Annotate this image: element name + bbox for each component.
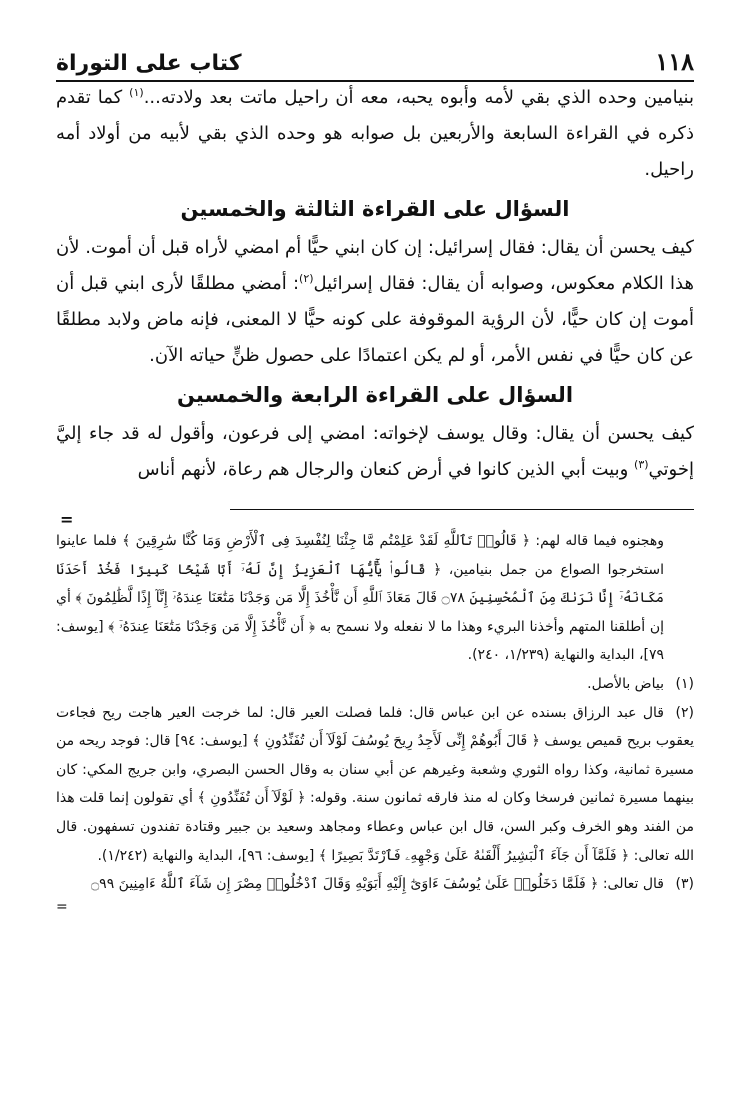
- footnotes: [56, 527, 694, 915]
- footnote-separator: [230, 509, 694, 510]
- quran-verse: ﴿ قَالُوا۟ يَٰٓأَيُّهَا ٱلْعَزِيزُ إِنَّ لَهُۥٓ أَبًا شَيْخًا كَبِيرًا فَخُذْ أَحَدَنَا مَكَانَهُۥٓ إِنَّا نَرَىٰكَ مِنَ ٱلْمُحْسِنِينَ ۝٧٨ قَالَ مَعَاذَ ٱللَّهِ أَن نَّأْخُذَ إِلَّا مَن وَجَدْنَا مَتَٰعَنَا عِندَهُۥٓ إِنَّآ إِذًا لَّظَٰلِمُونَ ﴾: [56, 561, 664, 607]
- quran-verse: ﴿ قَالَ أَبُوهُمْ إِنِّى لَأَجِدُ رِيحَ يُوسُفَ لَوْلَآ أَن تُفَنِّدُونِ ﴾: [252, 733, 540, 750]
- section-heading-54: السؤال على القراءة الرابعة والخمسين: [176, 383, 574, 407]
- continuation-mark: =: [60, 510, 74, 529]
- footnote-end-mark: =: [56, 898, 68, 915]
- page-number: ١١٨: [655, 47, 694, 76]
- quran-verse: ﴿ لَوْلَآ أَن تُفَنِّدُونِ ﴾: [197, 790, 306, 807]
- page-header: [56, 38, 694, 82]
- footnote-3: (٣)قال تعالى: ﴿ فَلَمَّا دَخَلُوا۟ عَلَىٰ يُوسُفَ ءَاوَىٰٓ إِلَيْهِ أَبَوَيْهِ وَقَالَ ٱدْخُلُوا۟ مِصْرَ إِن شَآءَ ٱللَّهُ ءَامِنِينَ ۝٩٩: [56, 870, 694, 899]
- footnote-continuation: وهجنوه فيما قاله لهم: ﴿ قَالُوا۟ تَٱللَّهِ لَقَدْ عَلِمْتُم مَّا جِئْنَا لِنُفْسِدَ فِى ٱلْأَرْضِ وَمَا كُنَّا سَٰرِقِينَ ﴾ فلما عاينوا استخرجوا الصواع من جمل بنيامين، ﴿ قَالُوا۟ يَٰٓأَيُّهَا ٱلْعَزِيزُ إِنَّ لَهُۥٓ أَبًا شَيْخًا كَبِيرًا فَخُذْ أَحَدَنَا مَكَانَهُۥٓ إِنَّا نَرَىٰكَ مِنَ ٱلْمُحْسِنِينَ ۝٧٨ قَالَ مَعَاذَ ٱللَّهِ أَن نَّأْخُذَ إِلَّا مَن وَجَدْنَا مَتَٰعَنَا عِندَهُۥٓ إِنَّآ إِذًا لَّظَٰلِمُونَ ﴾ أي إن أطلقنا المتهم وأخذنا البريء وهذا ما لا نفعله ولا نسمح به ﴿ أَن نَّأْخُذَ إِلَّا مَن وَجَدْنَا مَتَٰعَنَا عِندَهُۥٓ ﴾ [يوسف: ٧٩]، البداية والنهاية (١/٢٣٩، ٢٤٠).: [56, 533, 665, 664]
- footnote-2: (٢)قال عبد الرزاق بسنده عن ابن عباس قال: فلما فصلت العير قال: لما خرجت العير هاجت ريح فجاءت يعقوب بريح قميص يوسف ﴿ قَالَ أَبُوهُمْ إِنِّى لَأَجِدُ رِيحَ يُوسُفَ لَوْلَآ أَن تُفَنِّدُونِ ﴾ [يوسف: ٩٤] قال: فوجد ريحه من مسيرة ثمانية، وكذا رواه الثوري وشعبة وغيرهم عن أبي سنان به وقال الحسن البصري، وابن جريج المكي: كان بينهما مسيرة ثمانين فرسخا وكان له منذ فارقه ثمانون سنة. وقوله: ﴿ لَوْلَآ أَن تُفَنِّدُونِ ﴾ أي تقولون إنما قلت هذا من الفند وهو الخرف وكبر السن، قال ابن عباس وعطاء ومجاهد وسعيد بن جبير وقتادة تفندون تسفهون. قال الله تعالى: ﴿ فَلَمَّآ أَن جَآءَ ٱلْبَشِيرُ أَلْقَىٰهُ عَلَىٰ وَجْهِهِۦ فَٱرْتَدَّ بَصِيرًا ﴾ [يوسف: ٩٦]، البداية والنهاية (١/٢٤٢).: [56, 699, 694, 871]
- quran-verse: ﴿ أَن نَّأْخُذَ إِلَّا مَن وَجَدْنَا مَتَٰعَنَا عِندَهُۥٓ ﴾: [108, 618, 316, 635]
- footnote-number: (٢): [675, 704, 694, 721]
- footnote-1: (١)بياض بالأصل.: [56, 670, 694, 699]
- footnote-ref: (١): [129, 86, 144, 99]
- book-title: كتاب على التوراة: [56, 51, 242, 76]
- quran-verse: ﴿ فَلَمَّآ أَن جَآءَ ٱلْبَشِيرُ أَلْقَىٰهُ عَلَىٰ وَجْهِهِۦ فَٱرْتَدَّ بَصِيرًا ﴾: [318, 847, 630, 864]
- section-54-paragraph: كيف يحسن أن يقال: وقال يوسف لإخواته: امضي إلى فرعون، وأقول له قد جاء إليَّ إخوتي$^{(٣)}$ وبيت أبي الذين كانوا في أرض كنعان والرجال هم رعاة، لأنهم أناس: [56, 423, 694, 480]
- footnote-ref: (٢): [299, 272, 314, 285]
- section-53-paragraph: كيف يحسن أن يقال: فقال إسرائيل: إن كان ابني حيًّا أم امضي لأراه قبل أن أموت. لأن هذا الكلام معكوس، وصوابه أن يقال: فقال إسرائيل$^{(٢)}$: أمضي مطلقًا لأرى ابني قبل أن أموت إن كان حيًّا، لأن الرؤية الموقوفة على كونه حيًّا لا المعنى، فإنه ماض ولابد مطلقًا عن كان حيًّا في نفس الأمر، أو لم يكن اعتمادًا على حصول ظنٍّ حياته الآن.: [56, 237, 694, 366]
- intro-paragraph: بنيامين وحده الذي بقي لأمه وأبوه يحبه، معه أن راحيل ماتت بعد ولادته...$^{(١)}$ كما تقدم ذكره في القراءة السابعة والأربعين بل صوابه هو وحده الذي بقي لأبيه من أولاد أمه راحيل.: [56, 86, 694, 180]
- footnote-number: (١): [675, 675, 694, 692]
- main-text: [56, 80, 694, 488]
- footnote-number: (٣): [675, 876, 694, 893]
- section-heading-53: السؤال على القراءة الثالثة والخمسين: [180, 197, 570, 221]
- quran-verse: ﴿ قَالُوا۟ تَٱللَّهِ لَقَدْ عَلِمْتُم مَّا جِئْنَا لِنُفْسِدَ فِى ٱلْأَرْضِ وَمَا كُنَّا سَٰرِقِينَ ﴾: [122, 533, 531, 549]
- quran-verse: ﴿ فَلَمَّا دَخَلُوا۟ عَلَىٰ يُوسُفَ ءَاوَىٰٓ إِلَيْهِ أَبَوَيْهِ وَقَالَ ٱدْخُلُوا۟ مِصْرَ إِن شَآءَ ٱللَّهُ ءَامِنِينَ ۝٩٩: [90, 876, 599, 893]
- footnote-ref: (٣): [634, 458, 649, 471]
